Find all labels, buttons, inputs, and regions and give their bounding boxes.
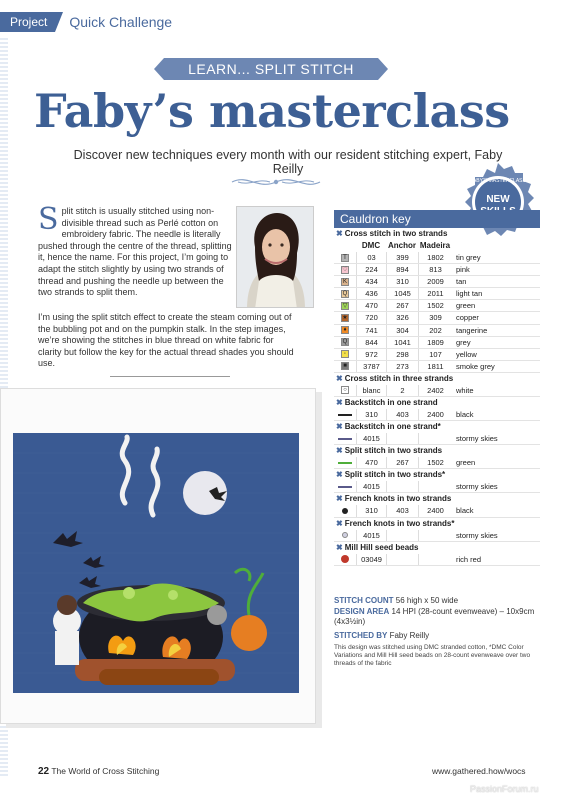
footer-url: www.gathered.how/wocs <box>432 766 526 776</box>
key-symbol-cell <box>334 252 356 263</box>
thread-name: black <box>456 506 474 516</box>
dmc-code: 03049 <box>356 554 386 565</box>
thread-symbol-icon: Q <box>342 290 348 297</box>
tab-slant <box>55 12 63 32</box>
anchor-code: 273 <box>386 361 418 372</box>
dmc-code: 224 <box>356 264 386 275</box>
madeira-code: 202 <box>418 325 452 336</box>
thread-name: smoke grey <box>456 361 495 371</box>
footer-left <box>38 766 159 777</box>
thread-name: green <box>456 458 476 468</box>
cross-icon: ✖ <box>336 518 343 528</box>
thread-name: tin grey <box>456 253 481 262</box>
madeira-code: 1809 <box>418 337 452 348</box>
key-row <box>334 481 540 493</box>
thread-name: rich red <box>456 554 482 564</box>
design-area-label: DESIGN AREA <box>334 606 390 616</box>
intro-text: plit stitch is usually stitched using non-divisible thread such as Perlé cotton on embroidery fabric. The needle is literally pushed through the centre of the thread, splitting it, hence the name. For this project, I’m going to adapt the stitch slightly by using two strands of thread and pushing the needle up between the two strands to split them. <box>38 206 232 298</box>
madeira-code: 107 <box>418 349 452 360</box>
embroidery-canvas <box>13 433 299 693</box>
thread-symbol-icon: Q <box>342 339 348 346</box>
key-symbol-cell <box>334 505 356 516</box>
body-paragraph-2: I’m using the split stitch effect to create the steam coming out of the bubbling pot and on the pumpkin stalk. In the step images, we’re showing the stitches in blue thread on white fabric for clarity but follow the key for the actual thread shades you should use. <box>38 312 294 369</box>
key-symbol-cell <box>334 409 356 420</box>
thread-symbol-icon: ■ <box>341 362 349 370</box>
col-dmc: DMC <box>361 241 381 250</box>
key-section-title: French knots in two strands* <box>344 518 455 528</box>
madeira-code: 2400 <box>418 409 452 420</box>
key-symbol-cell <box>334 433 356 444</box>
key-symbol-cell <box>334 325 356 336</box>
svg-text:NEW: NEW <box>486 194 510 205</box>
key-section-heading <box>334 518 540 530</box>
key-symbol-cell <box>334 481 356 492</box>
key-row <box>334 433 540 445</box>
thread-name: tangerine <box>456 325 488 335</box>
key-symbol-cell <box>334 361 356 372</box>
page-title: Faby’s masterclass <box>34 84 510 138</box>
thread-name: stormy skies <box>456 434 498 444</box>
anchor-code: 403 <box>386 409 418 420</box>
standfirst: Discover new techniques every month with our resident stitching expert, Faby Reilly <box>73 148 503 176</box>
anchor-code: 894 <box>386 264 418 275</box>
thread-name: yellow <box>456 349 477 359</box>
dmc-code: 972 <box>356 349 386 360</box>
backstitch-line-icon <box>338 486 352 488</box>
anchor-code: 304 <box>386 325 418 336</box>
thread-name: tan <box>456 277 467 287</box>
key-row <box>334 349 540 361</box>
key-section-title: Backstitch in one strand* <box>344 422 441 432</box>
dmc-code: 434 <box>356 276 386 287</box>
key-section-title: French knots in two strands <box>344 494 452 504</box>
madeira-code: 1802 <box>418 252 452 263</box>
key-row <box>334 505 540 517</box>
anchor-code: 399 <box>386 252 418 263</box>
dmc-code: 03 <box>356 252 386 263</box>
key-symbol-cell <box>334 349 356 360</box>
thread-symbol-icon: ♡ <box>342 266 348 273</box>
dmc-code: 720 <box>356 312 386 323</box>
dmc-code: 310 <box>356 505 386 516</box>
col-sym <box>334 240 356 252</box>
thread-name: white <box>456 385 474 395</box>
key-symbol-cell <box>334 276 356 287</box>
key-row <box>334 385 540 397</box>
anchor-code <box>386 554 418 565</box>
anchor-code: 267 <box>386 457 418 468</box>
key-section-heading <box>334 421 540 433</box>
madeira-code <box>418 433 452 444</box>
thread-name: pink <box>456 265 470 275</box>
anchor-code: 1041 <box>386 337 418 348</box>
key-section-title: Split stitch in two strands <box>344 446 443 456</box>
key-row <box>334 300 540 312</box>
key-section-heading <box>334 445 540 457</box>
anchor-code: 310 <box>386 276 418 287</box>
key-section-heading <box>334 373 540 385</box>
materials-note: This design was stitched using DMC stranded cotton, *DMC Color Variations and Mill Hill seed beads on 28-count evenweave over two threads of the fabric <box>334 644 531 667</box>
key-section-heading <box>334 542 540 554</box>
key-symbol-cell <box>334 337 356 348</box>
anchor-code <box>386 433 418 444</box>
key-section-heading <box>334 493 540 505</box>
key-symbol-cell <box>334 457 356 468</box>
dmc-code: 310 <box>356 409 386 420</box>
intro-paragraph <box>38 202 234 299</box>
dmc-code: 4015 <box>356 530 386 541</box>
key-section-title: Backstitch in one strand <box>344 398 438 408</box>
anchor-code: 298 <box>386 349 418 360</box>
anchor-code: 267 <box>386 300 418 311</box>
madeira-code: 813 <box>418 264 452 275</box>
key-row <box>334 457 540 469</box>
key-column-headers <box>334 240 540 252</box>
key-row <box>334 337 540 349</box>
key-row <box>334 264 540 276</box>
learn-ribbon: LEARN... SPLIT STITCH <box>164 58 378 80</box>
section-title: Quick Challenge <box>69 14 173 30</box>
madeira-code <box>418 554 452 565</box>
author-photo <box>236 206 314 308</box>
key-section-title: Split stitch in two strands* <box>344 470 446 480</box>
stitch-count: 56 high x 50 wide <box>395 596 459 605</box>
thread-name: stormy skies <box>456 482 498 492</box>
thread-name: copper <box>456 313 479 323</box>
anchor-code: 1045 <box>386 288 418 299</box>
thread-symbol-icon: ○ <box>341 386 349 394</box>
key-symbol-cell <box>334 264 356 275</box>
anchor-code <box>386 530 418 541</box>
madeira-code <box>418 530 452 541</box>
picture-frame <box>0 388 316 724</box>
anchor-code <box>386 481 418 492</box>
key-row <box>334 288 540 300</box>
key-row <box>334 312 540 324</box>
madeira-code: 1502 <box>418 300 452 311</box>
col-anchor: Anchor <box>388 241 416 250</box>
section-tag: Project <box>0 12 55 32</box>
key-symbol-cell <box>334 530 356 541</box>
key-section-title: Cross stitch in three strands <box>344 373 454 383</box>
dmc-code: 470 <box>356 300 386 311</box>
madeira-code: 1811 <box>418 361 452 372</box>
thread-key-table <box>334 228 540 566</box>
madeira-code: 309 <box>418 312 452 323</box>
madeira-code: 2011 <box>418 288 452 299</box>
cross-icon: ✖ <box>336 542 343 552</box>
thread-symbol-icon: ★ <box>342 315 348 322</box>
dmc-code: 741 <box>356 325 386 336</box>
thread-name: grey <box>456 337 471 347</box>
french-knot-icon <box>342 508 348 514</box>
cross-icon: ✖ <box>336 229 343 238</box>
design-area: 14 HPI (28-count evenweave) – 10x9cm (4x3½in) <box>334 606 535 626</box>
ornament-divider-icon <box>228 172 324 192</box>
thread-symbol-icon: ◦ <box>341 350 349 358</box>
cross-icon: ✖ <box>336 470 343 480</box>
cross-icon: ✖ <box>336 446 343 456</box>
stitched-by-label: STITCHED BY <box>334 630 388 640</box>
thread-symbol-icon: T <box>341 254 349 262</box>
cross-icon: ✖ <box>336 494 343 504</box>
key-symbol-cell <box>334 554 356 565</box>
cross-icon: ✖ <box>336 422 343 432</box>
divider-line <box>110 376 230 377</box>
dmc-code: 4015 <box>356 433 386 444</box>
anchor-code: 2 <box>386 385 418 396</box>
key-section-title: Cross stitch in two strands <box>344 229 448 238</box>
col-name <box>452 240 540 252</box>
cross-icon: ✖ <box>336 373 343 383</box>
thread-symbol-icon: ♦ <box>341 326 349 334</box>
dmc-code: 436 <box>356 288 386 299</box>
key-section-heading <box>334 397 540 409</box>
stitched-by: Faby Reilly <box>389 630 430 640</box>
madeira-code <box>418 481 452 492</box>
backstitch-line-icon <box>338 438 352 440</box>
french-knot-icon <box>342 532 348 538</box>
dmc-code: 844 <box>356 337 386 348</box>
dmc-code: 4015 <box>356 481 386 492</box>
seed-bead-icon <box>341 555 349 563</box>
backstitch-line-icon <box>338 462 352 464</box>
section-tab <box>0 12 172 32</box>
thread-symbol-icon: ▽ <box>342 302 348 309</box>
magazine-name: The World of Cross Stitching <box>51 766 160 776</box>
key-section-heading <box>334 228 540 240</box>
madeira-code: 2009 <box>418 276 452 287</box>
thread-name: light tan <box>456 289 483 299</box>
key-symbol-cell <box>334 312 356 323</box>
cross-icon: ✖ <box>336 398 343 408</box>
thread-symbol-icon: K <box>342 278 347 285</box>
key-row <box>334 361 540 373</box>
project-details <box>334 596 540 668</box>
key-row <box>334 554 540 566</box>
anchor-code: 326 <box>386 312 418 323</box>
watermark: PassionForum.ru <box>470 784 539 794</box>
dmc-code: 470 <box>356 457 386 468</box>
key-row <box>334 276 540 288</box>
backstitch-line-icon <box>338 414 352 416</box>
dmc-code: blanc <box>356 385 386 396</box>
key-section-title: Mill Hill seed beads <box>344 542 419 552</box>
key-row <box>334 530 540 542</box>
anchor-code: 403 <box>386 505 418 516</box>
madeira-code: 2402 <box>418 385 452 396</box>
key-symbol-cell <box>334 300 356 311</box>
key-symbol-cell <box>334 385 356 396</box>
key-row <box>334 409 540 421</box>
badge-ring-text: FABY'S MASTERCLASS <box>470 178 526 184</box>
thread-name: green <box>456 301 476 311</box>
madeira-code: 2400 <box>418 505 452 516</box>
key-title: Cauldron key <box>334 210 540 228</box>
framed-artwork <box>0 388 334 732</box>
stitch-count-label: STITCH COUNT <box>334 596 394 605</box>
drop-cap: S <box>38 202 59 237</box>
dmc-code: 3787 <box>356 361 386 372</box>
col-madeira: Madeira <box>419 241 451 250</box>
key-section-heading <box>334 469 540 481</box>
key-symbol-cell <box>334 288 356 299</box>
thread-name: stormy skies <box>456 530 498 540</box>
thread-name: black <box>456 410 474 420</box>
page-number: 22 <box>38 766 50 777</box>
key-row <box>334 325 540 337</box>
madeira-code: 1502 <box>418 457 452 468</box>
key-row <box>334 252 540 264</box>
